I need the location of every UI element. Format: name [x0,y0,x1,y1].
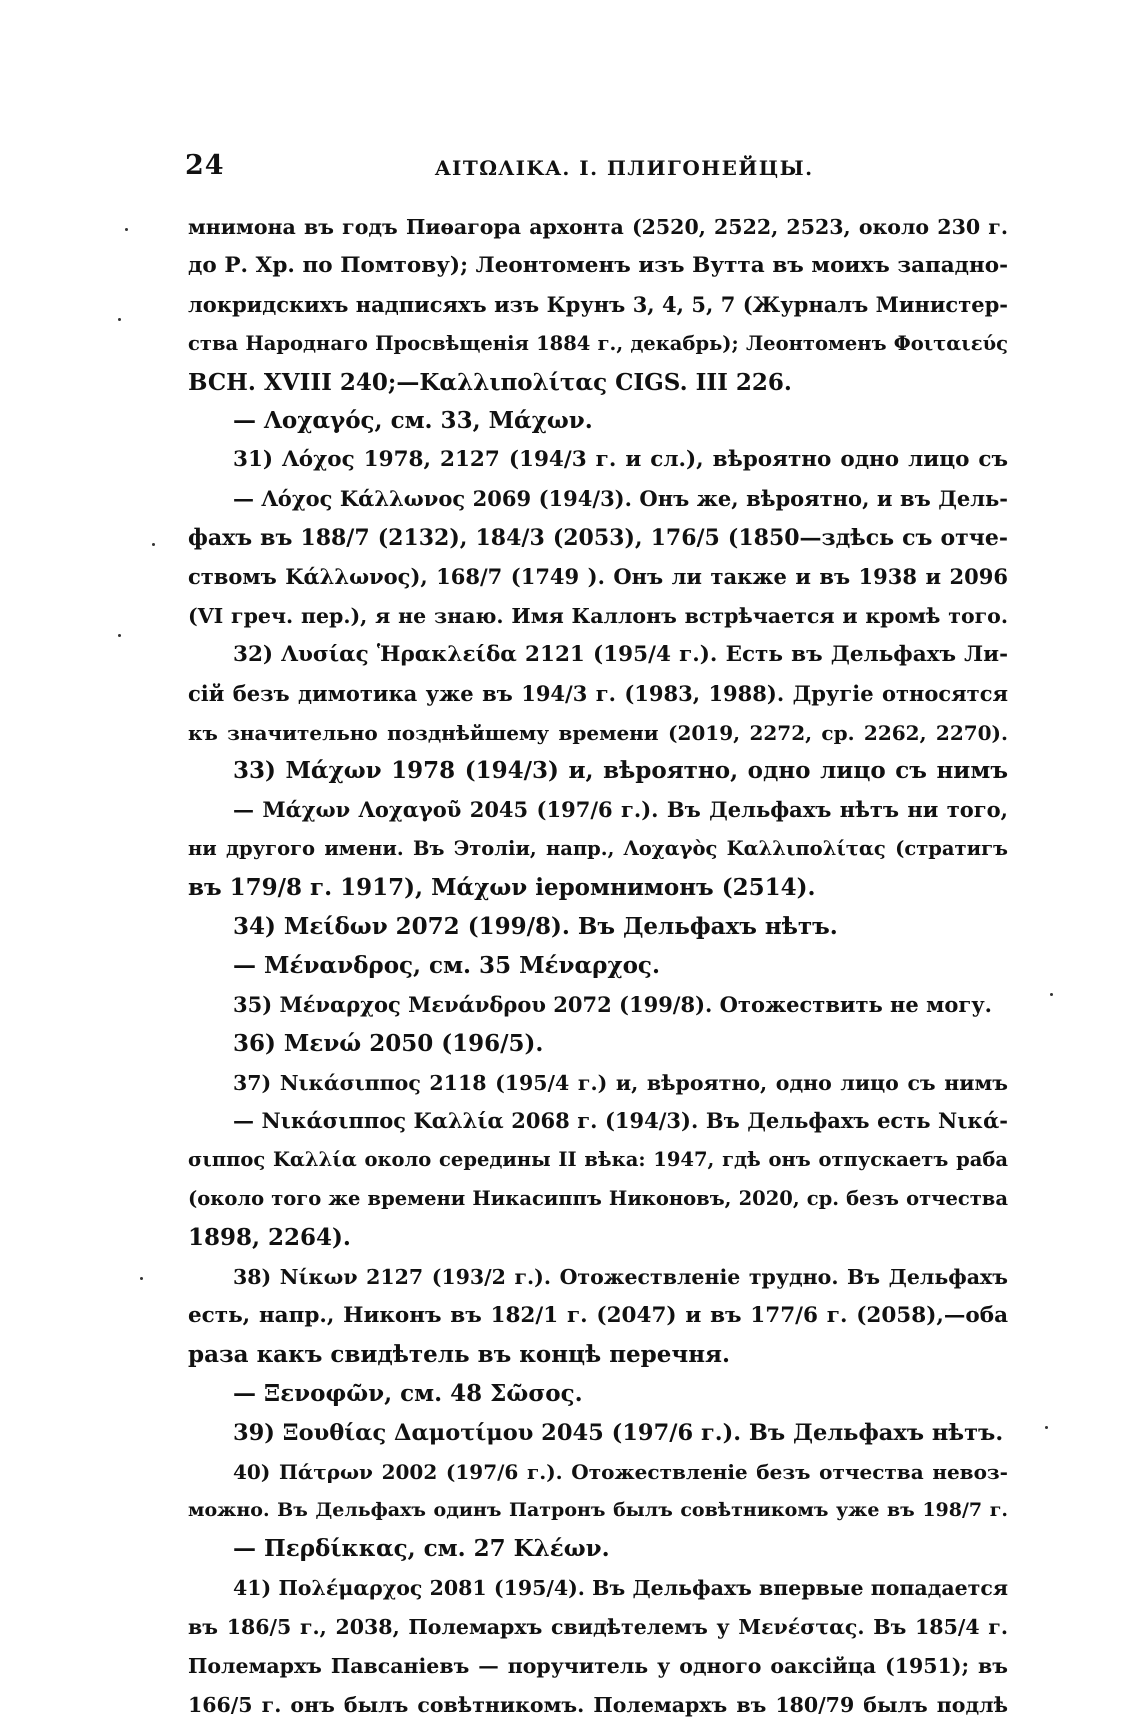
text-line: — Μάχων Λοχαγοῦ 2045 (197/6 г.). Въ Дельфахъ нѣтъ ни того, [233,797,1008,823]
text-line: раза какъ свидѣтель въ концѣ перечня. [188,1340,731,1368]
text-line: фахъ въ 188/7 (2132), 184/3 (2053), 176/5 (1850—здѣсь съ отче- [188,525,1008,552]
scan-speck [140,1277,143,1280]
text-line: ства Народнаго Просвѣщенія 1884 г., декабрь); Леонтоменъ Φοιταιεύς [188,331,1008,355]
scan-speck [118,634,121,637]
text-line: 35) Μέναρχος Μενάνδρου 2072 (199/8). Отожествить не могу. [233,991,992,1017]
text-line: 38) Νίκων 2127 (193/2 г.). Отожествленіе трудно. Въ Дельфахъ [233,1265,1008,1290]
text-line: 32) Λυσίας Ἡρακλείδα 2121 (195/4 г.). Есть въ Дельфахъ Ли- [233,641,1008,667]
text-line: — Περδίκκας, см. 27 Κλέων. [233,1535,610,1563]
text-line: Полемархъ Павсаніевъ — поручитель у одного оаксійца (1951); въ [188,1653,1008,1678]
scan-speck [1050,993,1053,996]
scan-speck [118,318,121,321]
text-line: въ 186/5 г., 2038, Полемархъ свидѣтелемъ у Μενέστας. Въ 185/4 г. [188,1615,1008,1640]
text-line: — Νικάσιππος Καλλία 2068 г. (194/3). Въ Дельфахъ есть Νικά- [233,1108,1008,1134]
text-line: 1898, 2264). [188,1224,351,1252]
text-line: (VI греч. пер.), я не знаю. Имя Каллонъ встрѣчается и кромѣ того. [188,603,1008,628]
page-number: 24 [185,150,225,181]
text-line: 33) Μάχων 1978 (194/3) и, вѣроятно, одно лицо съ нимъ [233,757,1008,785]
text-line: мнимона въ годъ Пиѳагора архонта (2520, 2522, 2523, около 230 г. [188,215,1008,239]
text-line: BCH. XVIII 240;—Καλλιπολίτας CIGS. III 226. [188,368,792,396]
scan-speck [1045,1426,1048,1429]
running-title: ΑΙΤΩΛΙΚΑ. I. ПЛИГОНЕЙЦЫ. [435,156,814,180]
text-line: ни другого имени. Въ Этоліи, напр., Λοχαγὸς Καλλιπολίτας (стратигъ [188,837,1008,861]
text-line: до Р. Хр. по Помтову); Леонтоменъ изъ Вутта въ моихъ западно- [188,252,1008,278]
text-line: — Μένανδρος, см. 35 Μέναρχος. [233,951,660,979]
text-line: къ значительно позднѣйшему времени (2019, 2272, ср. 2262, 2270). [188,720,1008,745]
text-line: сій безъ димотика уже въ 194/3 г. (1983, 1988). Другіе относятся [188,680,1008,706]
scan-speck [152,543,155,546]
page-header [185,150,1010,186]
text-line: — Λόχος Κάλλωνος 2069 (194/3). Онъ же, вѣроятно, и въ Дель- [233,486,1008,512]
text-line: 37) Νικάσιππος 2118 (195/4 г.) и, вѣроятно, одно лицо съ нимъ [233,1070,1008,1095]
scan-speck [125,228,128,231]
text-line: есть, напр., Никонъ въ 182/1 г. (2047) и въ 177/6 г. (2058),—оба [188,1302,1008,1328]
text-line: (около того же времени Никасиппъ Никоновъ, 2020, ср. безъ отчества [188,1187,1008,1211]
text-line: 34) Μείδων 2072 (199/8). Въ Дельфахъ нѣтъ. [233,913,838,941]
text-line: 166/5 г. онъ былъ совѣтникомъ. Полемархъ въ 180/79 былъ подлѣ [188,1692,1008,1717]
text-line: въ 179/8 г. 1917), Μάχων іеромнимонъ (2514). [188,874,816,902]
text-line: 39) Ξουθίας Δαμοτίμου 2045 (197/6 г.). Въ Дельфахъ нѣтъ. [233,1419,1004,1446]
text-line: 31) Λόχος 1978, 2127 (194/3 г. и сл.), вѣроятно одно лицо съ [233,447,1008,473]
text-line: 41) Πολέμαρχος 2081 (195/4). Въ Дельфахъ впервые попадается [233,1576,1008,1601]
text-line: — Ξενοφῶν, см. 48 Σῶσος. [233,1379,583,1407]
text-line: — Λοχαγός, см. 33, Μάχων. [233,407,593,435]
text-line: можно. Въ Дельфахъ одинъ Патронъ былъ совѣтникомъ уже въ 198/7 г. [188,1499,1008,1522]
text-line: σιππος Καλλία около середины II вѣка: 1947, гдѣ онъ отпускаетъ раба [188,1148,1008,1172]
text-line: 40) Πάτρων 2002 (197/6 г.). Отожествленіе безъ отчества невоз- [233,1459,1008,1484]
text-line: 36) Μενώ 2050 (196/5). [233,1029,544,1057]
body-text [188,208,1008,1725]
text-line: локридскихъ надписяхъ изъ Крунъ 3, 4, 5, 7 (Журналъ Министер- [188,291,1008,317]
text-line: ствомъ Κάλλωνος), 168/7 (1749 ). Онъ ли также и въ 1938 и 2096 [188,564,1008,590]
